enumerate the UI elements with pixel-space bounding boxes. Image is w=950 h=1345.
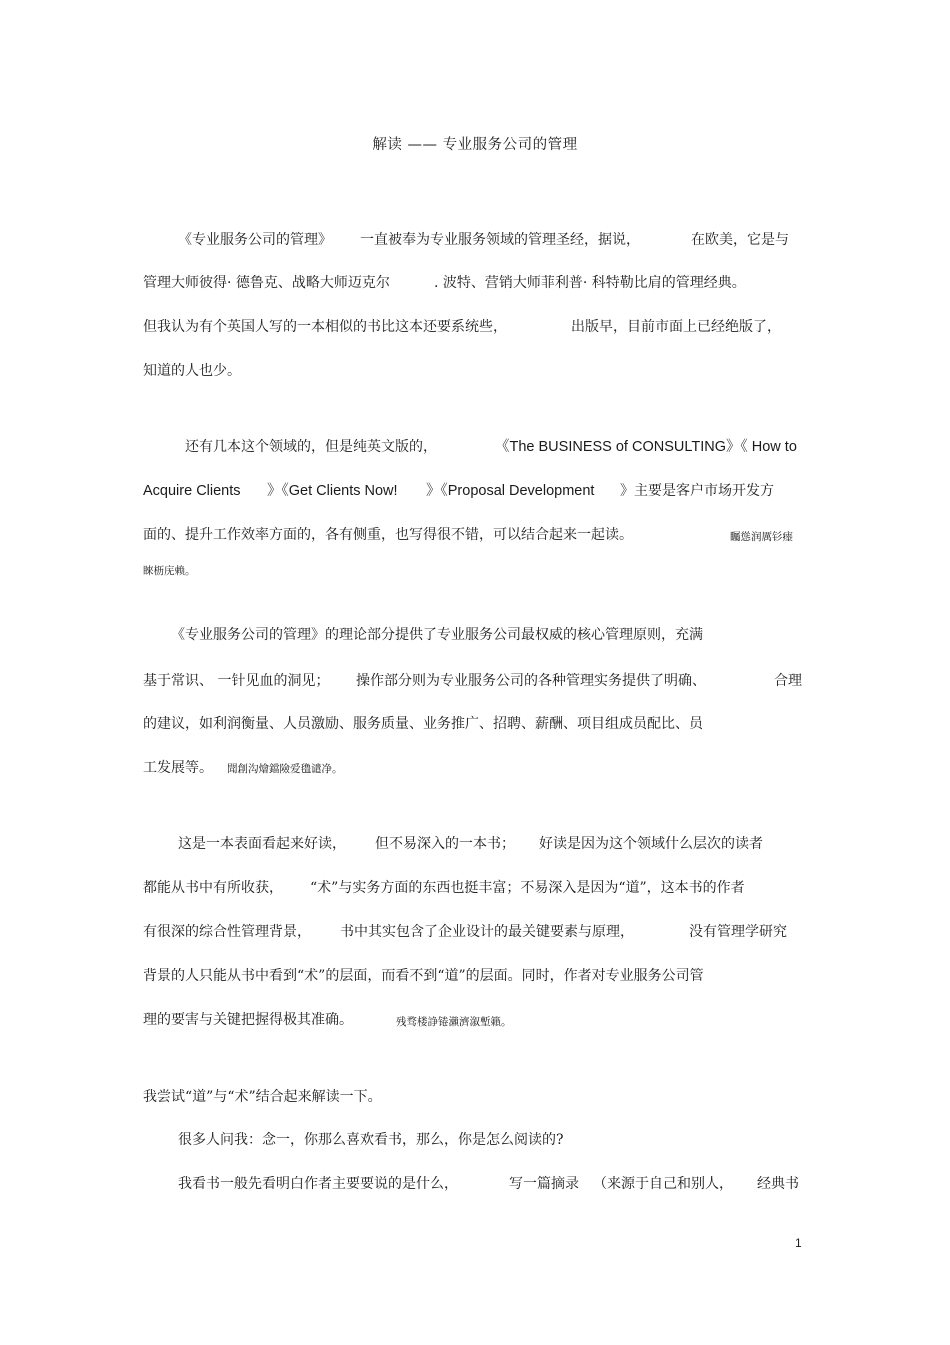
text-span: 我看书一般先看明白作者主要要说的是什么，: [178, 1176, 458, 1192]
text-span: 《The BUSINESS of CONSULTING》《 How to: [495, 439, 797, 455]
text-span: 但我认为有个英国人写的一本相似的书比这本还要系统些，: [143, 319, 507, 335]
text-span: 基于常识、 一针见血的洞见；: [143, 673, 330, 689]
text-span: 》《Get Clients Now!: [267, 483, 398, 499]
text-span: 这是一本表面看起来好读，: [178, 836, 346, 852]
text-span: 还有几本这个领域的，但是纯英文版的，: [185, 439, 437, 455]
text-span: 在欧美，它是与: [691, 232, 789, 248]
text-span: 的建议，如利润衡量、人员激励、服务质量、业务推广、招聘、薪酬、项目组成员配比、员: [143, 716, 703, 732]
text-span: 有很深的综合性管理背景，: [143, 924, 311, 940]
text-span: 《专业服务公司的管理》的理论部分提供了专业服务公司最权威的核心管理原则，充满: [171, 627, 703, 643]
garbled-text: 睞枥庑赖。: [143, 565, 196, 577]
text-span: 工发展等。: [143, 760, 213, 776]
text-span: 经典书: [757, 1176, 799, 1192]
text-span: “术”与实务方面的东西也挺丰富；不易深入是因为“道”，这本书的作者: [310, 880, 745, 896]
garbled-text: 聞創沟燴鐺險爱氇谴净。: [227, 763, 343, 775]
garbled-text: 残骛楼諍锩瀨濟溆塹籟。: [396, 1016, 512, 1028]
text-span: 管理大师彼得· 德鲁克、战略大师迈克尔: [143, 275, 390, 291]
text-span: 面的、提升工作效率方面的，各有侧重，也写得很不错，可以结合起来一起读。: [143, 527, 633, 543]
text-span: 我尝试“道”与“术”结合起来解读一下。: [143, 1089, 382, 1105]
garbled-text: 矚慫润厲钐瘗: [730, 531, 793, 543]
text-span: 但不易深入的一本书；: [375, 836, 515, 852]
text-span: 书中其实包含了企业设计的最关键要素与原理，: [340, 924, 634, 940]
text-span: 写一篇摘录: [509, 1176, 579, 1192]
text-span: 一直被奉为专业服务领域的管理圣经，据说，: [360, 232, 640, 248]
text-span: 合理: [774, 673, 802, 689]
text-span: . 波特、营销大师菲利普· 科特勒比肩的管理经典。: [434, 275, 746, 291]
text-span: 都能从书中有所收获，: [143, 880, 283, 896]
text-span: 好读是因为这个领域什么层次的读者: [539, 836, 763, 852]
text-span: 《专业服务公司的管理》: [178, 232, 332, 248]
page-number: 1: [795, 1236, 802, 1250]
text-span: 出版早，目前市面上已经绝版了，: [571, 319, 781, 335]
text-span: 没有管理学研究: [689, 924, 787, 940]
text-span: Acquire Clients: [143, 483, 241, 499]
text-span: （来源于自己和别人，: [593, 1176, 733, 1192]
text-span: 》主要是客户市场开发方: [620, 483, 774, 499]
text-span: 理的要害与关键把握得极其准确。: [143, 1012, 353, 1028]
text-span: 很多人问我：念一，你那么喜欢看书，那么，你是怎么阅读的?: [178, 1132, 564, 1148]
text-span: 知道的人也少。: [143, 363, 241, 379]
text-span: 背景的人只能从书中看到“术”的层面，而看不到“道”的层面。同时，作者对专业服务公司管: [143, 968, 704, 984]
text-span: 》《Proposal Development: [426, 483, 595, 499]
document-title: 解读 —— 专业服务公司的管理: [372, 137, 578, 153]
text-span: 操作部分则为专业服务公司的各种管理实务提供了明确、: [356, 673, 706, 689]
